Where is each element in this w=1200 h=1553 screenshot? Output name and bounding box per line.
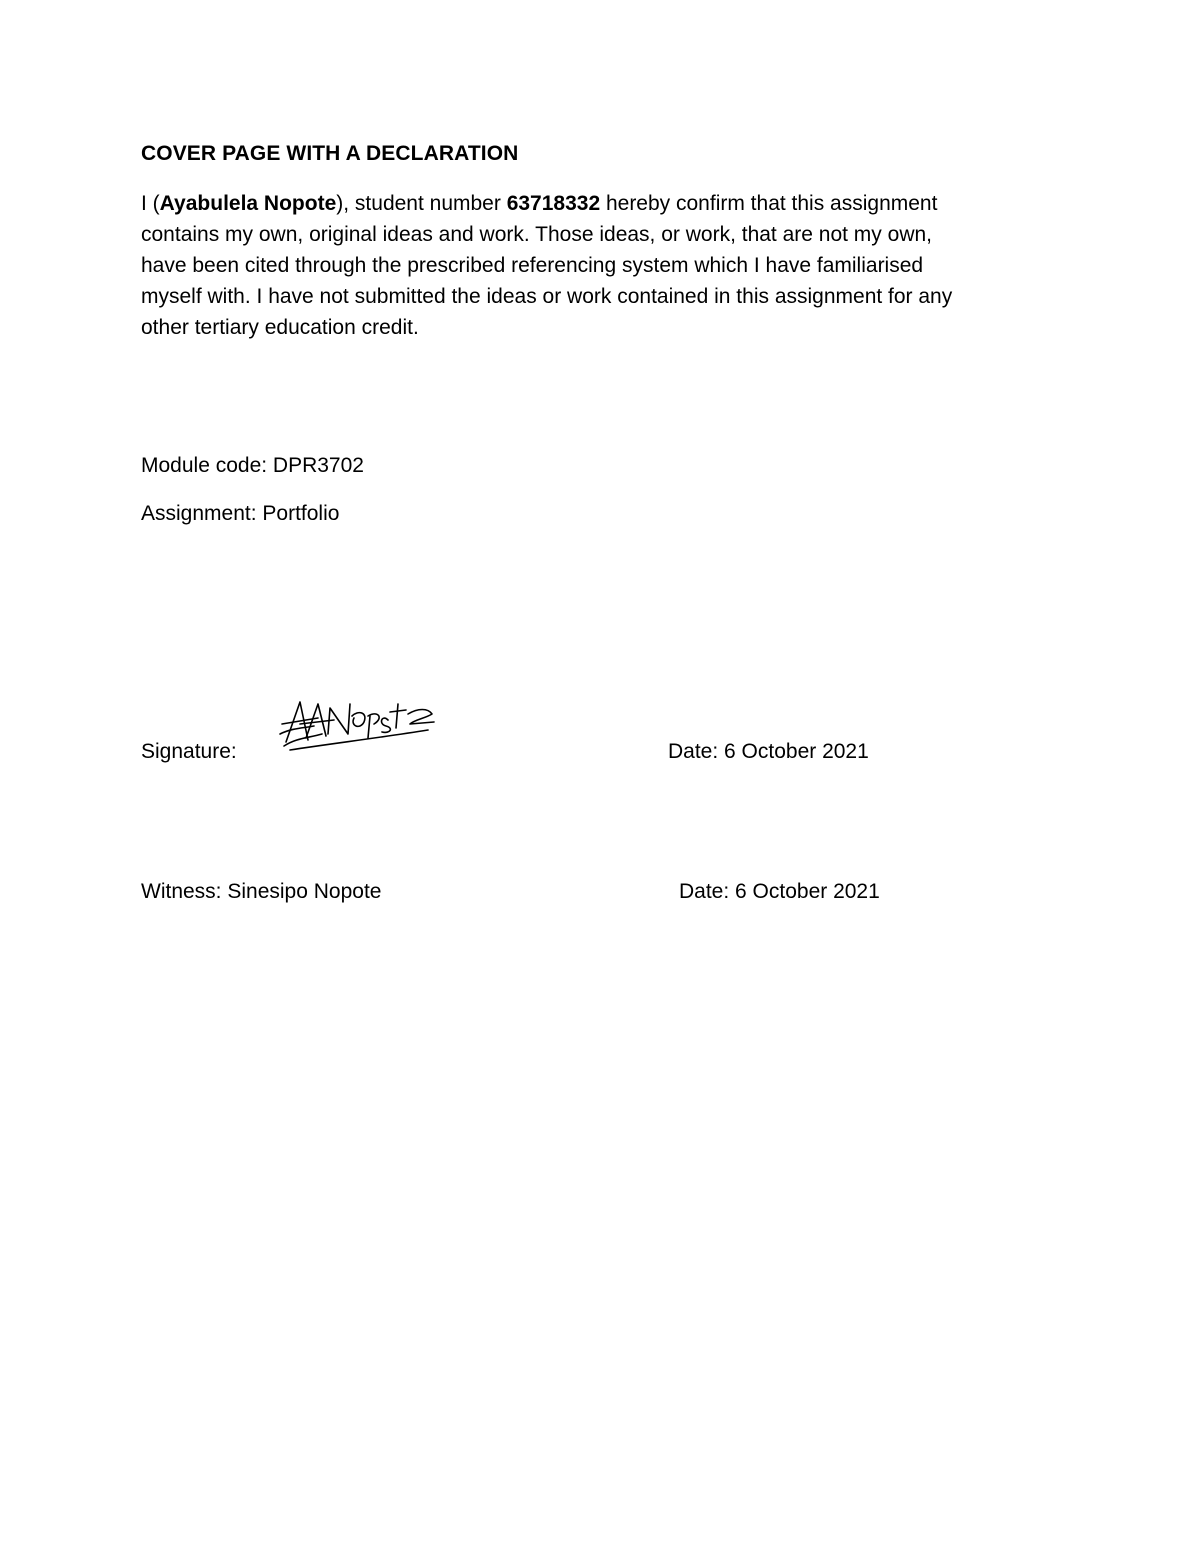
witness-name: Witness: Sinesipo Nopote <box>141 880 382 903</box>
declaration-prefix: I ( <box>141 192 160 215</box>
declaration-line-3: have been cited through the prescribed referencing system which I have familiarised <box>141 254 924 277</box>
handwritten-signature <box>278 694 436 754</box>
declaration-line-2: contains my own, original ideas and work. Those ideas, or work, that are not my own, <box>141 223 932 246</box>
declaration-paragraph <box>141 188 1071 343</box>
declaration-line-4: myself with. I have not submitted the ideas or work contained in this assignment for any <box>141 285 953 308</box>
witness-date: Date: 6 October 2021 <box>679 880 880 903</box>
page-title: COVER PAGE WITH A DECLARATION <box>141 142 519 165</box>
assignment-name: Assignment: Portfolio <box>141 502 340 525</box>
signature-label: Signature: <box>141 740 237 763</box>
student-name: Ayabulela Nopote <box>159 192 337 215</box>
declaration-line-5: other tertiary education credit. <box>141 316 419 339</box>
declaration-mid-2: hereby confirm that this assignment <box>600 192 938 215</box>
declaration-mid-1: ), student number <box>336 192 507 215</box>
declaration-line-1 <box>141 188 1071 219</box>
signature-date: Date: 6 October 2021 <box>668 740 869 763</box>
module-code: Module code: DPR3702 <box>141 454 364 477</box>
student-number: 63718332 <box>506 192 601 215</box>
